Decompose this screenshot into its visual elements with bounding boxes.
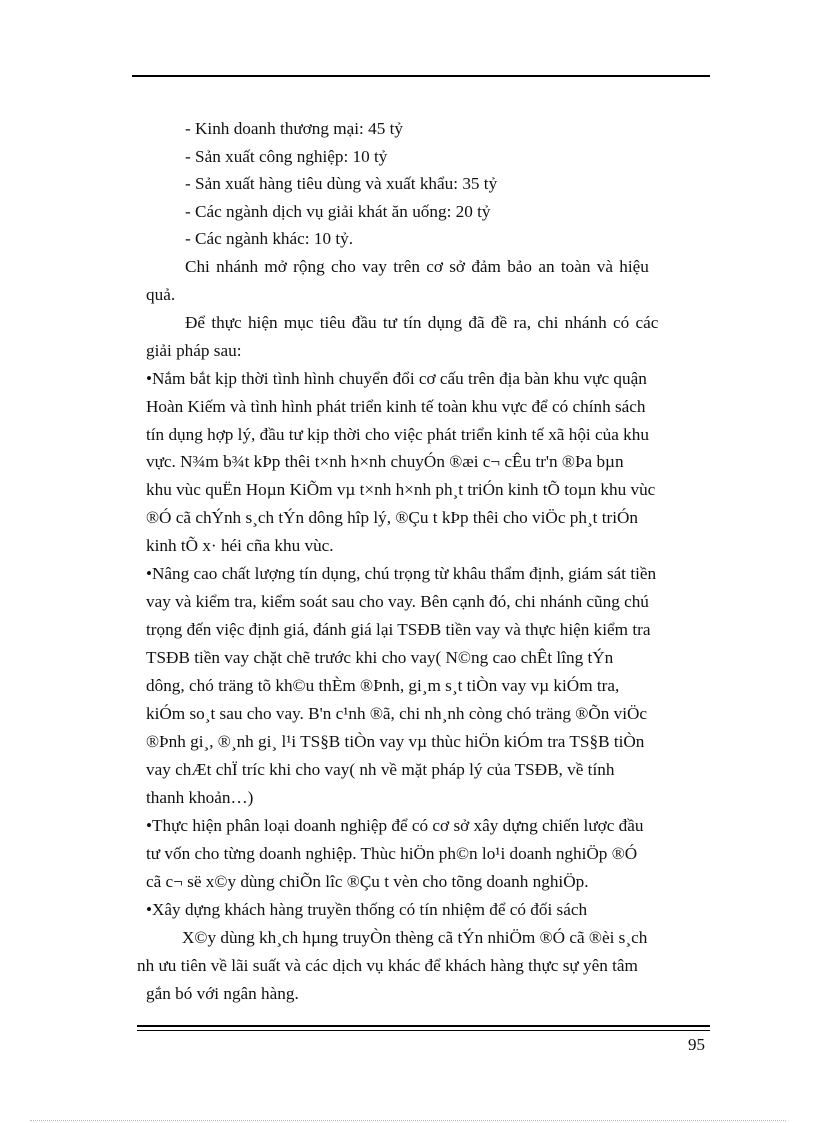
footer-rule-thin xyxy=(137,1030,710,1031)
footer-rule xyxy=(137,1025,710,1027)
paragraph-line: vay chÆt chÏ tríc khi cho vay( nh về mặt pháp lý của TSĐB, về tính xyxy=(146,760,615,779)
paragraph-line: gắn bó với ngân hàng. xyxy=(146,984,299,1003)
list-item: - Sản xuất hàng tiêu dùng và xuất khẩu: 35 tỷ xyxy=(185,174,498,193)
paragraph-line: •Nắm bắt kịp thời tình hình chuyển đổi cơ cấu trên địa bàn khu vực quận xyxy=(146,369,647,388)
paragraph-line: trọng đến việc định giá, đánh giá lại TSĐB tiền vay và thực hiện kiểm tra xyxy=(146,620,651,639)
paragraph-line: tín dụng hợp lý, đầu tư kịp thời cho việc phát triển kinh tế xã hội của khu xyxy=(146,425,649,444)
list-item: - Sản xuất công nghiệp: 10 tỷ xyxy=(185,147,388,166)
header-rule xyxy=(132,75,710,77)
list-item: - Kinh doanh thương mại: 45 tỷ xyxy=(185,119,403,138)
paragraph-line: X©y dùng kh¸ch hµng truyÒn thèng cã tÝn nhiÖm ®Ó cã ®èi s¸ch xyxy=(182,928,648,947)
paragraph-line: giải pháp sau: xyxy=(146,341,242,360)
paragraph-line: •Nâng cao chất lượng tín dụng, chú trọng từ khâu thẩm định, giám sát tiền xyxy=(146,564,657,583)
paragraph-line: thanh khoản…) xyxy=(146,788,254,807)
paragraph-line: dông, chó träng tõ kh©u thÈm ®Þnh, gi¸m s¸t tiÒn vay vµ kiÓm tra, xyxy=(146,676,620,695)
paragraph-line: quả. xyxy=(146,285,176,304)
paragraph-line: khu vùc quËn Hoµn KiÕm vµ t×nh h×nh ph¸t triÓn kinh tÕ toµn khu vùc xyxy=(146,480,656,499)
page-number: 95 xyxy=(688,1035,705,1054)
paragraph-line: •Xây dựng khách hàng truyền thống có tín nhiệm để có đối sách xyxy=(146,900,588,919)
list-item: - Các ngành dịch vụ giải khát ăn uống: 20 tỷ xyxy=(185,202,491,221)
paragraph-line: nh ưu tiên về lãi suất và các dịch vụ khác để khách hàng thực sự yên tâm xyxy=(137,956,638,975)
paragraph-line: ®Þnh gi¸, ®¸nh gi¸ l¹i TS§B tiÒn vay vµ thùc hiÖn kiÓm tra TS§B tiÒn xyxy=(146,732,645,751)
paragraph-line: ®Ó cã chÝnh s¸ch tÝn dông hîp lý, ®Çu t kÞp thêi cho viÖc ph¸t triÓn xyxy=(146,508,639,527)
page-bottom-border xyxy=(30,1120,786,1121)
paragraph-line: kiÓm so¸t sau cho vay. B'n c¹nh ®ã, chi nh¸nh còng chó träng ®Õn viÖc xyxy=(146,704,648,723)
paragraph-line: Chi nhánh mở rộng cho vay trên cơ sở đảm bảo an toàn và hiệu xyxy=(185,257,649,276)
paragraph-line: •Thực hiện phân loại doanh nghiệp để có cơ sở xây dựng chiến lược đầu xyxy=(146,816,644,835)
paragraph-line: vay và kiểm tra, kiểm soát sau cho vay. Bên cạnh đó, chi nhánh cũng chú xyxy=(146,592,649,611)
paragraph-line: kinh tÕ x· héi cña khu vùc. xyxy=(146,536,334,555)
paragraph-line: vực. N¾m b¾t kÞp thêi t×nh h×nh chuyÓn ®æi c¬ cÊu tr'n ®Þa bµn xyxy=(146,452,624,471)
paragraph-line: Để thực hiện mục tiêu đầu tư tín dụng đã đề ra, chi nhánh có các xyxy=(185,313,659,332)
paragraph-line: tư vốn cho từng doanh nghiệp. Thùc hiÖn ph©n lo¹i doanh nghiÖp ®Ó xyxy=(146,844,638,863)
paragraph-line: Hoàn Kiếm và tình hình phát triển kinh tế toàn khu vực để có chính sách xyxy=(146,397,646,416)
paragraph-line: cã c¬ së x©y dùng chiÕn lîc ®Çu t vèn cho tõng doanh nghiÖp. xyxy=(146,872,589,891)
paragraph-line: TSĐB tiền vay chặt chẽ trước khi cho vay( N©ng cao chÊt lîng tÝn xyxy=(146,648,614,667)
list-item: - Các ngành khác: 10 tỷ. xyxy=(185,229,354,248)
